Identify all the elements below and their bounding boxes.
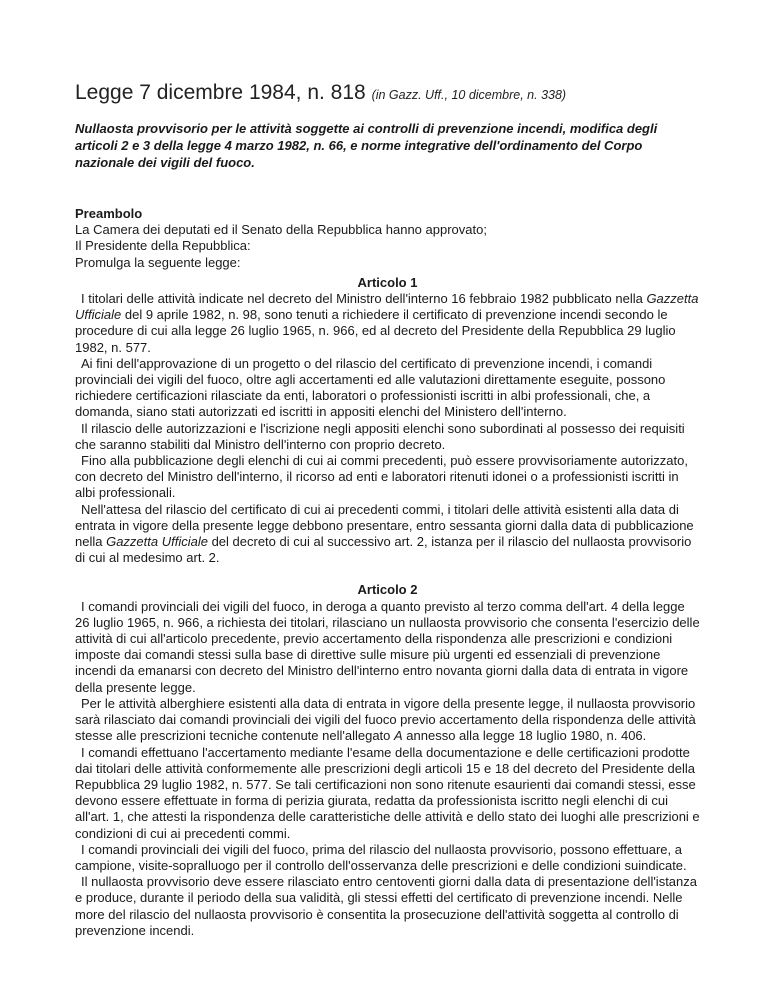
article-paragraph: Per le attività alberghiere esistenti alla data di entrata in vigore della presente legge, il nullaosta provvisorio sarà rilasciato dai comandi provinciali dei vigili del fuoco previo accertamento della rispondenza delle attività stesse alle prescrizioni tecniche contenute nell'allegato A annesso alla legge 18 luglio 1980, n. 406. [75,695,696,744]
preamble-line: Il Presidente della Repubblica: [75,238,251,254]
preamble-section [75,206,700,271]
article-paragraph: I comandi effettuano l'accertamento mediante l'esame della documentazione e delle certificazioni prodotte dai titolari delle attività conformemente alle prescrizioni degli articoli 15 e 18 del decreto del Presidente della Repubblica 29 luglio 1982, n. 577. Se tali certificazioni non sono ritenute esaurienti dai comandi stessi, esse devono essere effettuate in forma di perizia giurata, redatta da professionista iscritto negli elenchi di cui all'art. 1, che attesti la rispondenza delle caratteristiche delle attività e dello stato dei luoghi alle prescrizioni e condizioni di cui ai precedenti commi. [75,744,700,841]
article-paragraph: I comandi provinciali dei vigili del fuoco, in deroga a quanto previsto al terzo comma dell'art. 4 della legge 26 luglio 1965, n. 966, a richiesta dei titolari, rilasciano un nullaosta provvisorio che consenta l'esercizio delle attività di cui all'articolo precedente, previo accertamento della rispondenza alle prescrizioni e condizioni imposte dai comandi stessi sulla base di direttive sulle misure più urgenti ed essenziali di prevenzione incendi da emanarsi con decreto del Ministro dell'interno entro novanta giorni dalla data di entrata in vigore della presente legge. [75,598,700,695]
article-paragraph: Fino alla pubblicazione degli elenchi di cui ai commi precedenti, può essere provvisoriamente autorizzato, con decreto del Ministro dell'interno, il ricorso ad enti e laboratori ritenuti idonei o a professionisti iscritti in albi professionali. [75,453,688,501]
article-paragraph: I titolari delle attività indicate nel decreto del Ministro dell'interno 16 febbraio 1982 pubblicato nella Gazzetta Ufficiale del 9 aprile 1982, n. 98, sono tenuti a richiedere il certificato di prevenzione incendi secondo le procedure di cui alla legge 26 luglio 1965, n. 966, ed al decreto del Presidente della Repubblica 29 luglio 1982, n. 577. [75,291,699,355]
article-2-heading: Articolo 2 [357,582,418,598]
article-paragraph: Nell'attesa del rilascio del certificato di cui ai precedenti commi, i titolari delle attività esistenti alla data di entrata in vigore della presente legge debbono presentare, entro sessanta giorni dalla data di pubblicazione nella Gazzetta Ufficiale del decreto di cui al successivo art. 2, istanza per il rilascio del nullaosta provvisorio di cui al medesimo art. 2. [75,501,694,566]
law-title-gazette: (in Gazz. Uff., 10 dicembre, n. 338) [371,88,567,102]
article-1 [75,275,700,567]
preamble-heading: Preambolo [75,206,143,221]
article-1-heading: Articolo 1 [357,274,418,290]
law-title-main: Legge 7 dicembre 1984, n. 818 [75,81,366,104]
article-paragraph: Il nullaosta provvisorio deve essere rilasciato entro centoventi giorni dalla data di presentazione dell'istanza e produce, durante il periodo della sua validità, gli stessi effetti del certificato di prevenzione incendi. Nelle more del rilascio del nullaosta provvisorio è consentita la prosecuzione dell'attività soggetta al controllo di prevenzione incendi. [75,874,698,938]
preamble-line: La Camera dei deputati ed il Senato della Repubblica hanno approvato; [75,222,487,238]
article-paragraph: Ai fini dell'approvazione di un progetto o del rilascio del certificato di prevenzione incendi, i comandi provinciali dei vigili del fuoco, oltre agli accertamenti ed alle valutazioni direttamente eseguite, possono richiedere certificazioni rilasciate da enti, laboratori o professionisti iscritti in albi professionali, che, a domanda, siano stati autorizzati ed iscritti in appositi elenchi del Ministero dell'interno. [75,355,666,420]
preamble-line: Promulga la seguente legge: [75,254,241,270]
article-paragraph: Il rilascio delle autorizzazioni e l'iscrizione negli appositi elenchi sono subordinati al possesso dei requisiti che saranno stabiliti dal Ministro dell'interno con proprio decreto. [75,420,685,452]
document-body [75,206,700,939]
law-title [75,81,566,105]
law-subtitle: Nullaosta provvisorio per le attività soggette ai controlli di prevenzione incendi, modifica degli articoli 2 e 3 della legge 4 marzo 1982, n. 66, e norme integrative dell'ordinamento del Corpo nazionale dei vigili del fuoco. [75,121,658,170]
article-2 [75,582,700,938]
article-paragraph: I comandi provinciali dei vigili del fuoco, prima del rilascio del nullaosta provvisorio, possono effettuare, a campione, visite-sopralluogo per il controllo dell'osservanza delle prescrizioni e delle condizioni suindicate. [75,841,687,873]
